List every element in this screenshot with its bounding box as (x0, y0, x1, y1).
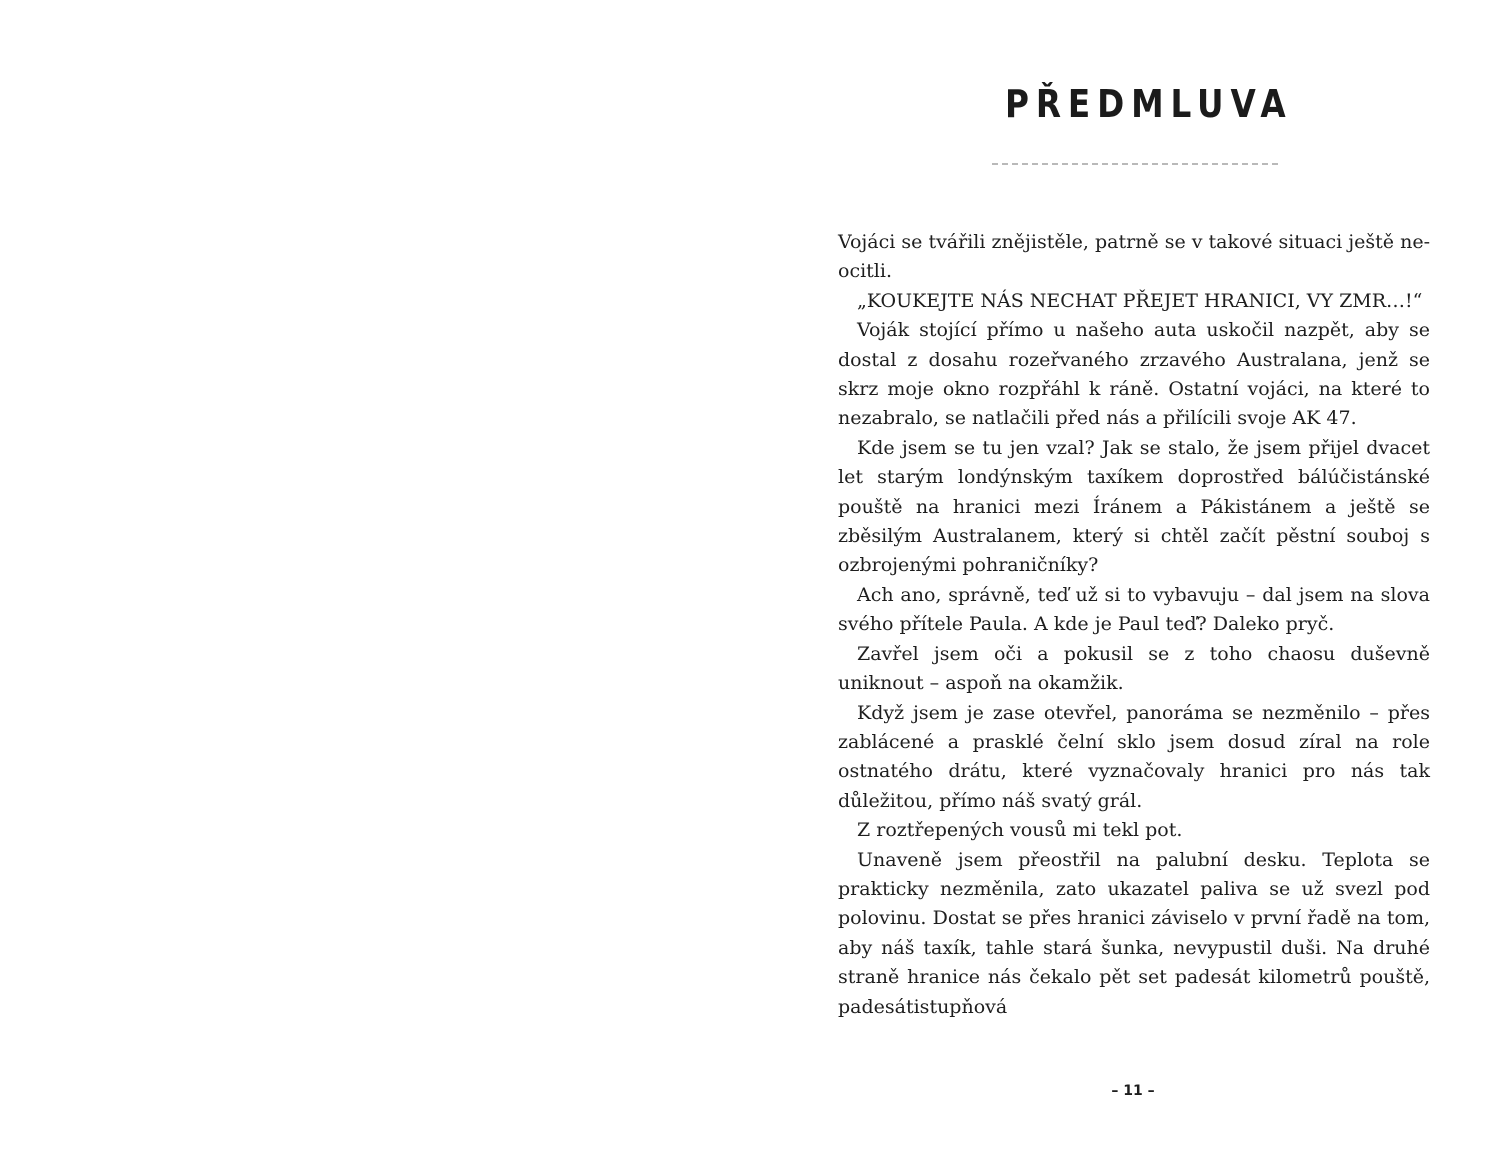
paragraph: Kde jsem se tu jen vzal? Jak se stalo, že jsem přijel dvacet let starým londýnským taxíkem doprostřed bálúčistánské pouště na hranici mezi Íránem a Pákistánem a ještě se zběsilým Australanem, který si chtěl začít pěstní souboj s ozbrojenými pohraničníky? (838, 436, 1430, 577)
right-page (752, 0, 1505, 1163)
left-page-blank (0, 0, 752, 1163)
chapter-title-wrap (984, 82, 1293, 132)
paragraph: Unaveně jsem přeostřil na palubní desku. Teplota se prakticky nezměnila, zato ukazatel paliva se už svezl pod polovinu. Dostat se přes hranici záviselo v první řadě na tom, aby náš taxík, tahle stará šunka, nevypustil duši. Na druhé straně hranice nás čekalo pět set padesát kilometrů pouště, padesátistupňová (838, 848, 1430, 1018)
paragraph: „KOUKEJTE NÁS NECHAT PŘEJET HRANICI, VY ZMR…!“ (857, 289, 1423, 312)
paragraph: Z roztřepených vousů mi tekl pot. (857, 819, 1183, 842)
paragraph: Ach ano, správně, teď už si to vybavuju – dal jsem na slova svého přítele Paula. A kde je Paul teď? Daleko pryč. (838, 583, 1430, 636)
paragraph: Zavřel jsem oči a pokusil se z toho chaosu duševně uniknout – aspoň na okamžik. (838, 642, 1430, 695)
paragraph: Voják stojící přímo u našeho auta uskočil nazpět, aby se dostal z dosahu rozeřvaného zrzavého Australana, jenž se skrz moje okno rozpřáhl k ráně. Ostatní vojáci, na které to nezabralo, se natlačili před nás a přilícili svoje AK 47. (838, 319, 1430, 430)
chapter-title: PŘEDMLUVA (1005, 82, 1293, 126)
title-divider (992, 163, 1278, 165)
body-text (838, 228, 1430, 1022)
paragraph: Když jsem je zase otevřel, panoráma se nezměnilo – přes zablácené a prasklé čelní sklo jsem dosud zíral na role ostnatého drátu, které vyznačovaly hranici pro nás tak důležitou, přímo náš svatý grál. (838, 701, 1430, 812)
page-number: – 11 – (1111, 1083, 1155, 1099)
paragraph: Vojáci se tvářili znějistěle, patrně se v takové situaci ještě neocitli. (838, 231, 1430, 283)
